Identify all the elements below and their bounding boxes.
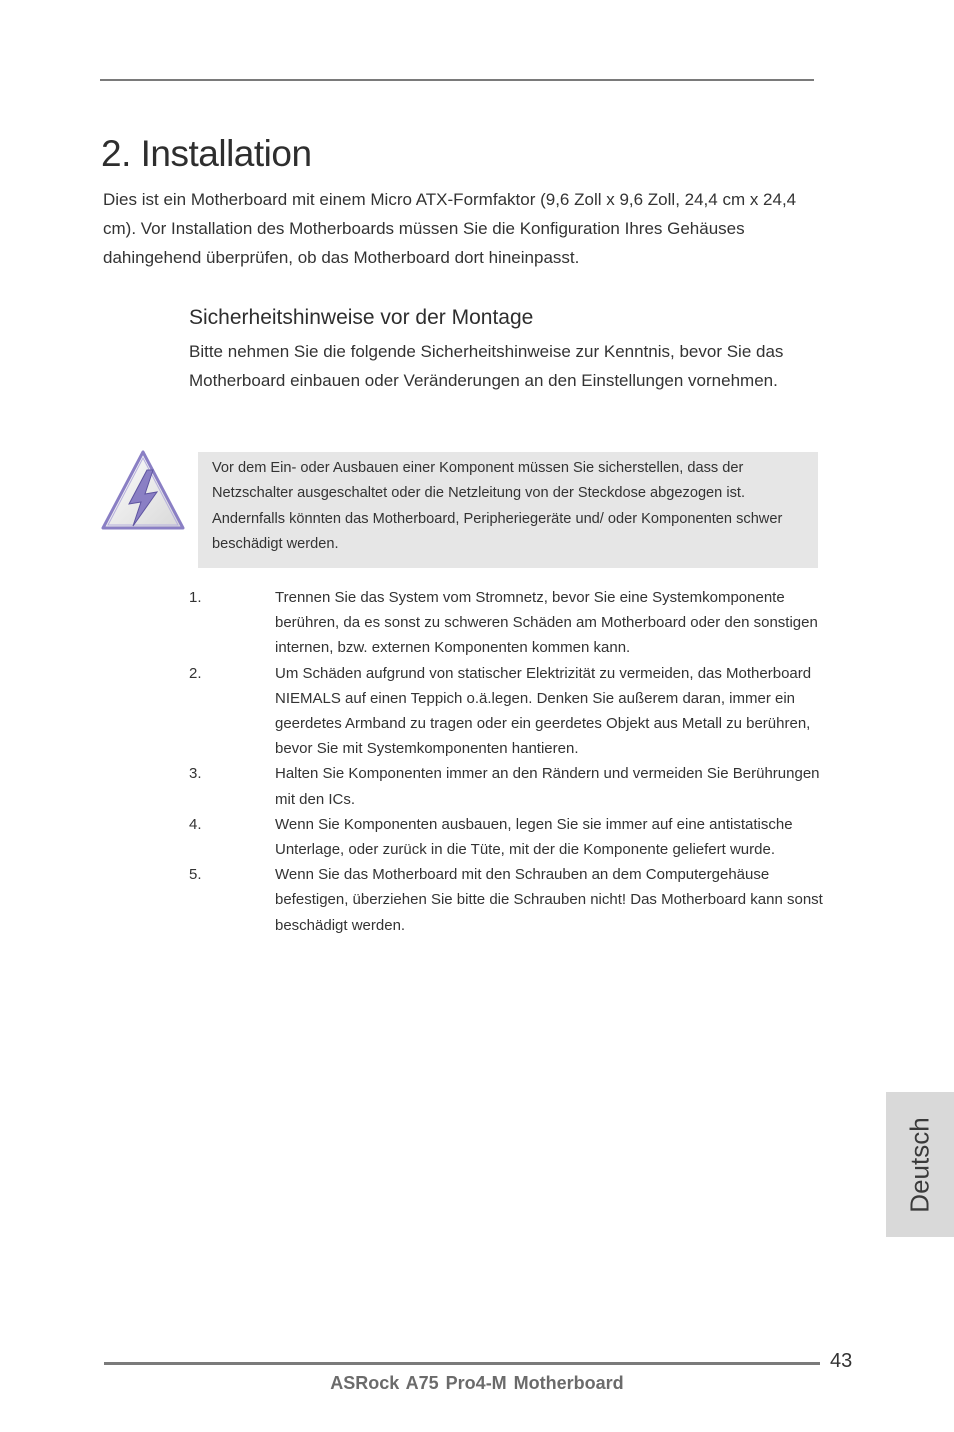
list-item-text: Trennen Sie das System vom Stromnetz, bevor Sie eine Systemkomponente berühren, da es sonst zu schweren Schäden am Motherboard oder den sonstigen internen, bzw. externen Komponenten kommen kann.	[275, 589, 818, 657]
language-side-tab	[886, 1092, 954, 1237]
list-item-number: 4.	[189, 815, 202, 833]
list-item-text: Wenn Sie Komponenten ausbauen, legen Sie sie immer auf eine antistatische Unterlage, oder zurück in die Tüte, mit der die Komponente geliefert wurde.	[275, 815, 793, 859]
list-item	[189, 585, 829, 661]
list-item-number: 1.	[189, 589, 202, 606]
list-item-number: 2.	[189, 664, 202, 682]
list-item-text: Um Schäden aufgrund von statischer Elektrizität zu vermeiden, das Motherboard NIEMALS auf einen Teppich o.ä.legen. Denken Sie außerem daran, immer ein geerdetes Armband zu tragen oder ein geerdetes Objekt aus Metall zu berühren, bevor Sie mit Systemkomponenten hantieren.	[275, 664, 812, 758]
section-heading: Sicherheitshinweise vor der Montage	[189, 306, 534, 329]
page-title: 2. Installation	[101, 133, 312, 174]
list-item	[189, 812, 829, 862]
list-item-number: 5.	[189, 866, 202, 884]
intro-paragraph: Dies ist ein Motherboard mit einem Micro ATX-Formfaktor (9,6 Zoll x 9,6 Zoll, 24,4 cm x 24,4 cm). Vor Installation des Motherboards müssen Sie die Konfiguration Ihres Gehäuses dahingehend überprüfen, ob das Motherboard dort hineinpasst.	[103, 190, 797, 267]
list-item	[189, 761, 829, 811]
top-rule	[100, 79, 814, 81]
page-number: 43	[830, 1350, 853, 1372]
safety-steps-list	[189, 585, 829, 938]
list-item	[189, 862, 829, 938]
warning-lightning-icon	[99, 448, 187, 534]
list-item-text: Wenn Sie das Motherboard mit den Schrauben an dem Computergehäuse befestigen, überziehen Sie bitte die Schrauben nicht! Das Motherboard kann sonst beschädigt werden.	[275, 866, 823, 934]
list-item	[189, 661, 829, 762]
language-tab-label: Deutsch	[904, 1116, 935, 1213]
footer-product-name: ASRock A75 Pro4-M Motherboard	[330, 1373, 624, 1393]
warning-note-text: Vor dem Ein- oder Ausbauen einer Komponent müssen Sie sicherstellen, dass der Netzschalter ausgeschaltet oder die Netzleitung von der Steckdose abgezogen ist. Andernfalls könnten das Motherboard, Peripheriegeräte und/ oder Komponenten schwer beschädigt werden.	[212, 460, 783, 552]
bottom-rule	[104, 1362, 820, 1365]
warning-note-box	[198, 452, 818, 568]
list-item-text: Halten Sie Komponenten immer an den Rändern und vermeiden Sie Berührungen mit den ICs.	[275, 765, 820, 808]
section-intro: Bitte nehmen Sie die folgende Sicherheitshinweise zur Kenntnis, bevor Sie das Motherboard einbauen oder Veränderungen an den Einstellungen vornehmen.	[189, 342, 784, 390]
list-item-number: 3.	[189, 765, 202, 783]
